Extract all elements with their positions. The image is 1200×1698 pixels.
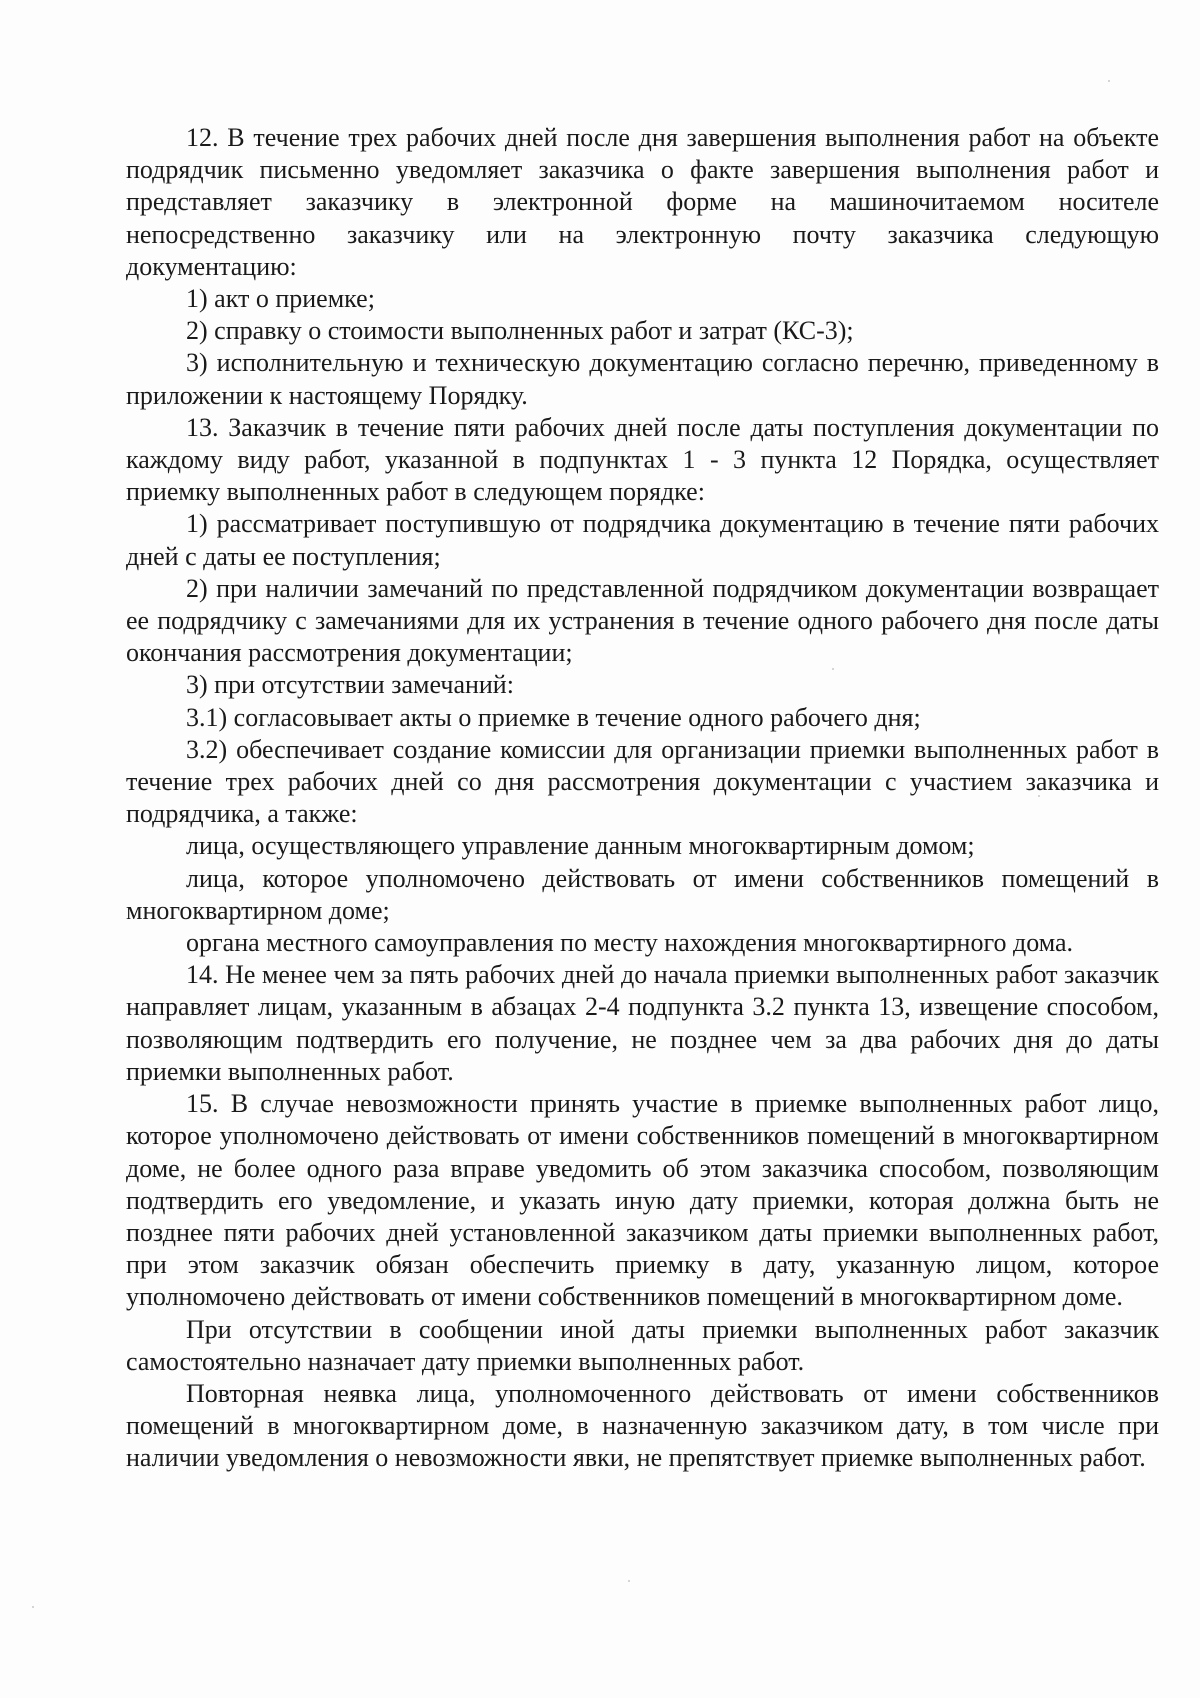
document-body [126,122,1159,1475]
paragraph-no-other-date: При отсутствии в сообщении иной даты приемки выполненных работ заказчик самостоятельно назначает дату приемки выполненных работ. [126,1314,1159,1376]
scan-speck [1108,80,1110,82]
list-item-act: 1) акт о приемке; [186,284,375,314]
paragraph-13: 13. Заказчик в течение пяти рабочих дней после даты поступления документации по каждому виду работ, указанной в подпунктах 1 - 3 пункта 12 Порядка, осуществляет приемку выполненных работ в следующем порядке: [126,412,1159,507]
list-item-manager: лица, осуществляющего управление данным многоквартирным домом; [186,831,975,861]
scan-speck [628,1580,630,1582]
paragraph-15: 15. В случае невозможности принять участие в приемке выполненных работ лицо, которое уполномочено действовать от имени собственников помещений в многоквартирном доме, не более одного раза вправе уведомить об этом заказчика способом, позволяющим подтвердить его уведомление, и указать иную дату приемки, которая должна быть не позднее пяти рабочих дней установленной заказчиком даты приемки выполненных работ, при этом заказчик обязан обеспечить приемку в дату, указанную лицом, которое уполномочено действовать от имени собственников помещений в многоквартирном доме. [126,1089,1159,1312]
list-item-remarks: 2) при наличии замечаний по представленной подрядчиком документации возвращает ее подрядчику с замечаниями для их устранения в течение одного рабочего дня после даты окончания рассмотрения документации; [126,573,1159,668]
list-item-owners-representative: лица, которое уполномочено действовать от имени собственников помещений в многоквартирном доме; [126,863,1159,925]
list-item-3-1: 3.1) согласовывает акты о приемке в течение одного рабочего дня; [186,702,921,732]
paragraph-14: 14. Не менее чем за пять рабочих дней до начала приемки выполненных работ заказчик направляет лицам, указанным в абзацах 2-4 подпункта 3.2 пункта 13, извещение способом, позволяющим подтвердить его получение, не позднее чем за два рабочих дня до даты приемки выполненных работ. [126,960,1159,1086]
list-item-ks3: 2) справку о стоимости выполненных работ и затрат (КС-3); [186,316,854,346]
list-item-documentation: 3) исполнительную и техническую документацию согласно перечню, приведенному в приложении к настоящему Порядку. [126,348,1159,410]
list-item-local-government: органа местного самоуправления по месту нахождения многоквартирного дома. [186,928,1074,958]
list-item-review: 1) рассматривает поступившую от подрядчика документацию в течение пяти рабочих дней с даты ее поступления; [126,509,1159,571]
scan-speck [32,1606,34,1608]
paragraph-repeated-absence: Повторная неявка лица, уполномоченного действовать от имени собственников помещений в многоквартирном доме, в назначенную заказчиком дату, в том числе при наличии уведомления о невозможности явки, не препятствует приемке выполненных работ. [126,1378,1159,1473]
list-item-no-remarks: 3) при отсутствии замечаний: [186,670,514,700]
list-item-3-2: 3.2) обеспечивает создание комиссии для организации приемки выполненных работ в течение трех рабочих дней со дня рассмотрения документации с участием заказчика и подрядчика, а также: [126,734,1159,829]
paragraph-12: 12. В течение трех рабочих дней после дня завершения выполнения работ на объекте подрядчик письменно уведомляет заказчика о факте завершения выполнения работ и представляет заказчику в электронной форме на машиночитаемом носителе непосредственно заказчику или на электронную почту заказчика следующую документацию: [126,123,1159,281]
